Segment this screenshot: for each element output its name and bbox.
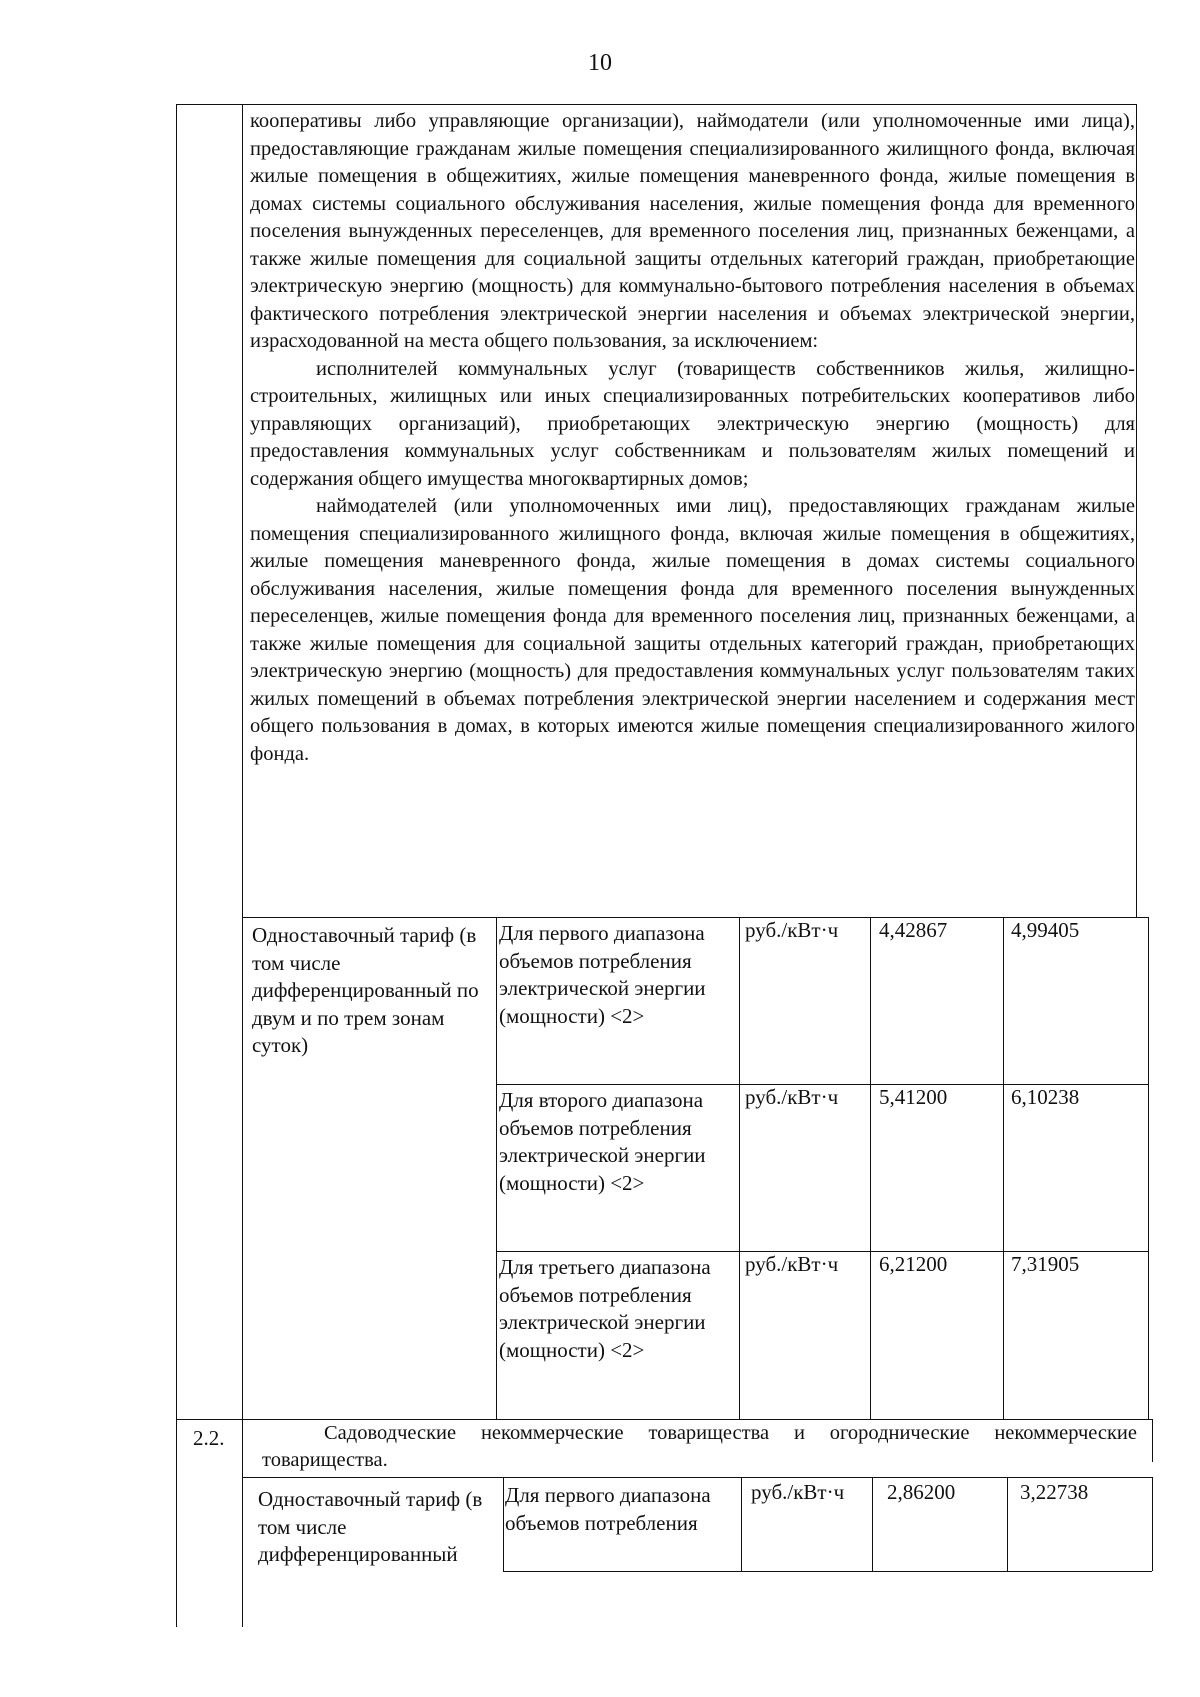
tariff1-col-range [496, 917, 497, 1419]
tariff2-value1: 2,86200 [887, 1480, 956, 1504]
tariff2-col-range [503, 1477, 504, 1571]
tariff1-value2-1: 4,99405 [1011, 918, 1080, 942]
table-col-divider [242, 104, 243, 1627]
table-right-border-lower [1148, 917, 1149, 1419]
tariff2-bottom-line [503, 1571, 1152, 1572]
table-right-border [1136, 104, 1137, 917]
tariff1-value1-2: 5,41200 [879, 1085, 948, 1109]
tariff1-col-unit [739, 917, 740, 1419]
tariff1-range-3: Для третьего диапазона объемов потребления электрической энергии (мощности) <2> [499, 1255, 711, 1362]
tariff1-value2-2: 6,10238 [1011, 1085, 1080, 1109]
tariff1-unit-1: руб./кВт·ч [745, 918, 839, 942]
main-text [250, 108, 1135, 768]
table-top-border [176, 104, 1136, 105]
tariff2-range: Для первого диапазона объемов потребления [505, 1483, 711, 1535]
tariff2-name: Одноставочный тариф (в том числе дифференцированный [258, 1487, 483, 1566]
tariff1-value1-1: 4,42867 [879, 918, 948, 942]
tariff2-value2: 3,22738 [1020, 1480, 1089, 1504]
tariff1-range-1: Для первого диапазона объемов потребления электрической энергии (мощности) <2> [499, 921, 706, 1028]
tariff1-value2-3: 7,31905 [1011, 1252, 1080, 1276]
tariff1-name: Одноставочный тариф (в том числе дифференцированный по двум и по трем зонам суток) [252, 923, 479, 1057]
tariff1-col-v2 [1003, 917, 1004, 1419]
tariff1-value1-3: 6,21200 [879, 1252, 948, 1276]
page-number: 10 [588, 50, 612, 76]
table-right-border-bottom [1152, 1419, 1153, 1462]
paragraph: наймодателей (или уполномоченных ими лиц), предоставляющих гражданам жилые помещения специализированного жилищного фонда, включая жилые помещения в общежитиях, жилые помещения маневренного фонда, жилые помещения в домах системы социального обслуживания населения, жилые помещения фонда для временного поселения вынужденных переселенцев, жилые помещения фонда для временного поселения лиц, признанных беженцами, а также жилые помещения для социальной защиты отдельных категорий граждан, приобретающих электрическую энергию (мощность) для предоставления коммунальных услуг пользователям таких жилых помещений в объемах потребления электрической энергии населением и содержания мест общего пользования в домах, в которых имеются жилые помещения специализированного жилого фонда. [250, 495, 1135, 765]
tariff2-top-line [242, 1477, 1152, 1478]
paragraph: исполнителей коммунальных услуг (товариществ собственников жилья, жилищно-строительных, жилищных или иных специализированных потребительских кооперативов либо управляющих организаций), приобретающих электрическую энергию (мощность) для предоставления коммунальных услуг собственникам и пользователям жилых помещений и содержания общего имущества многоквартирных домов; [250, 357, 1135, 490]
tariff1-range-2: Для второго диапазона объемов потребления электрической энергии (мощности) <2> [499, 1088, 706, 1195]
section-number: 2.2. [193, 1426, 225, 1450]
tariff1-unit-2: руб./кВт·ч [745, 1085, 839, 1109]
tariff1-unit-3: руб./кВт·ч [745, 1252, 839, 1276]
section-title: Садоводческие некоммерческие товарищества и огороднические некоммерческие товарищества. [262, 1422, 1137, 1471]
paragraph: кооперативы либо управляющие организации), наймодатели (или уполномоченные ими лица), предоставляющие гражданам жилые помещения специализированного жилищного фонда, включая жилые помещения в общежитиях, жилые помещения маневренного фонда, жилые помещения в домах системы социального обслуживания населения, жилые помещения фонда для временного поселения вынужденных переселенцев, для временного поселения лиц, признанных беженцами, а также жилые помещения для социальной защиты отдельных категорий граждан, приобретающие электрическую энергию (мощность) для коммунально-бытового потребления населения в объемах фактического потребления электрической энергии населения и объемах электрической энергии, израсходованной на места общего пользования, за исключением: [250, 110, 1135, 352]
table-right-border-last [1152, 1477, 1153, 1571]
table-left-border [176, 104, 177, 1627]
tariff2-unit: руб./кВт·ч [751, 1480, 845, 1504]
tariff2-col-unit [741, 1477, 742, 1571]
tariff2-col-v1 [872, 1477, 873, 1571]
tariff2-col-v2 [1007, 1477, 1008, 1571]
tariff1-col-v1 [870, 917, 871, 1419]
